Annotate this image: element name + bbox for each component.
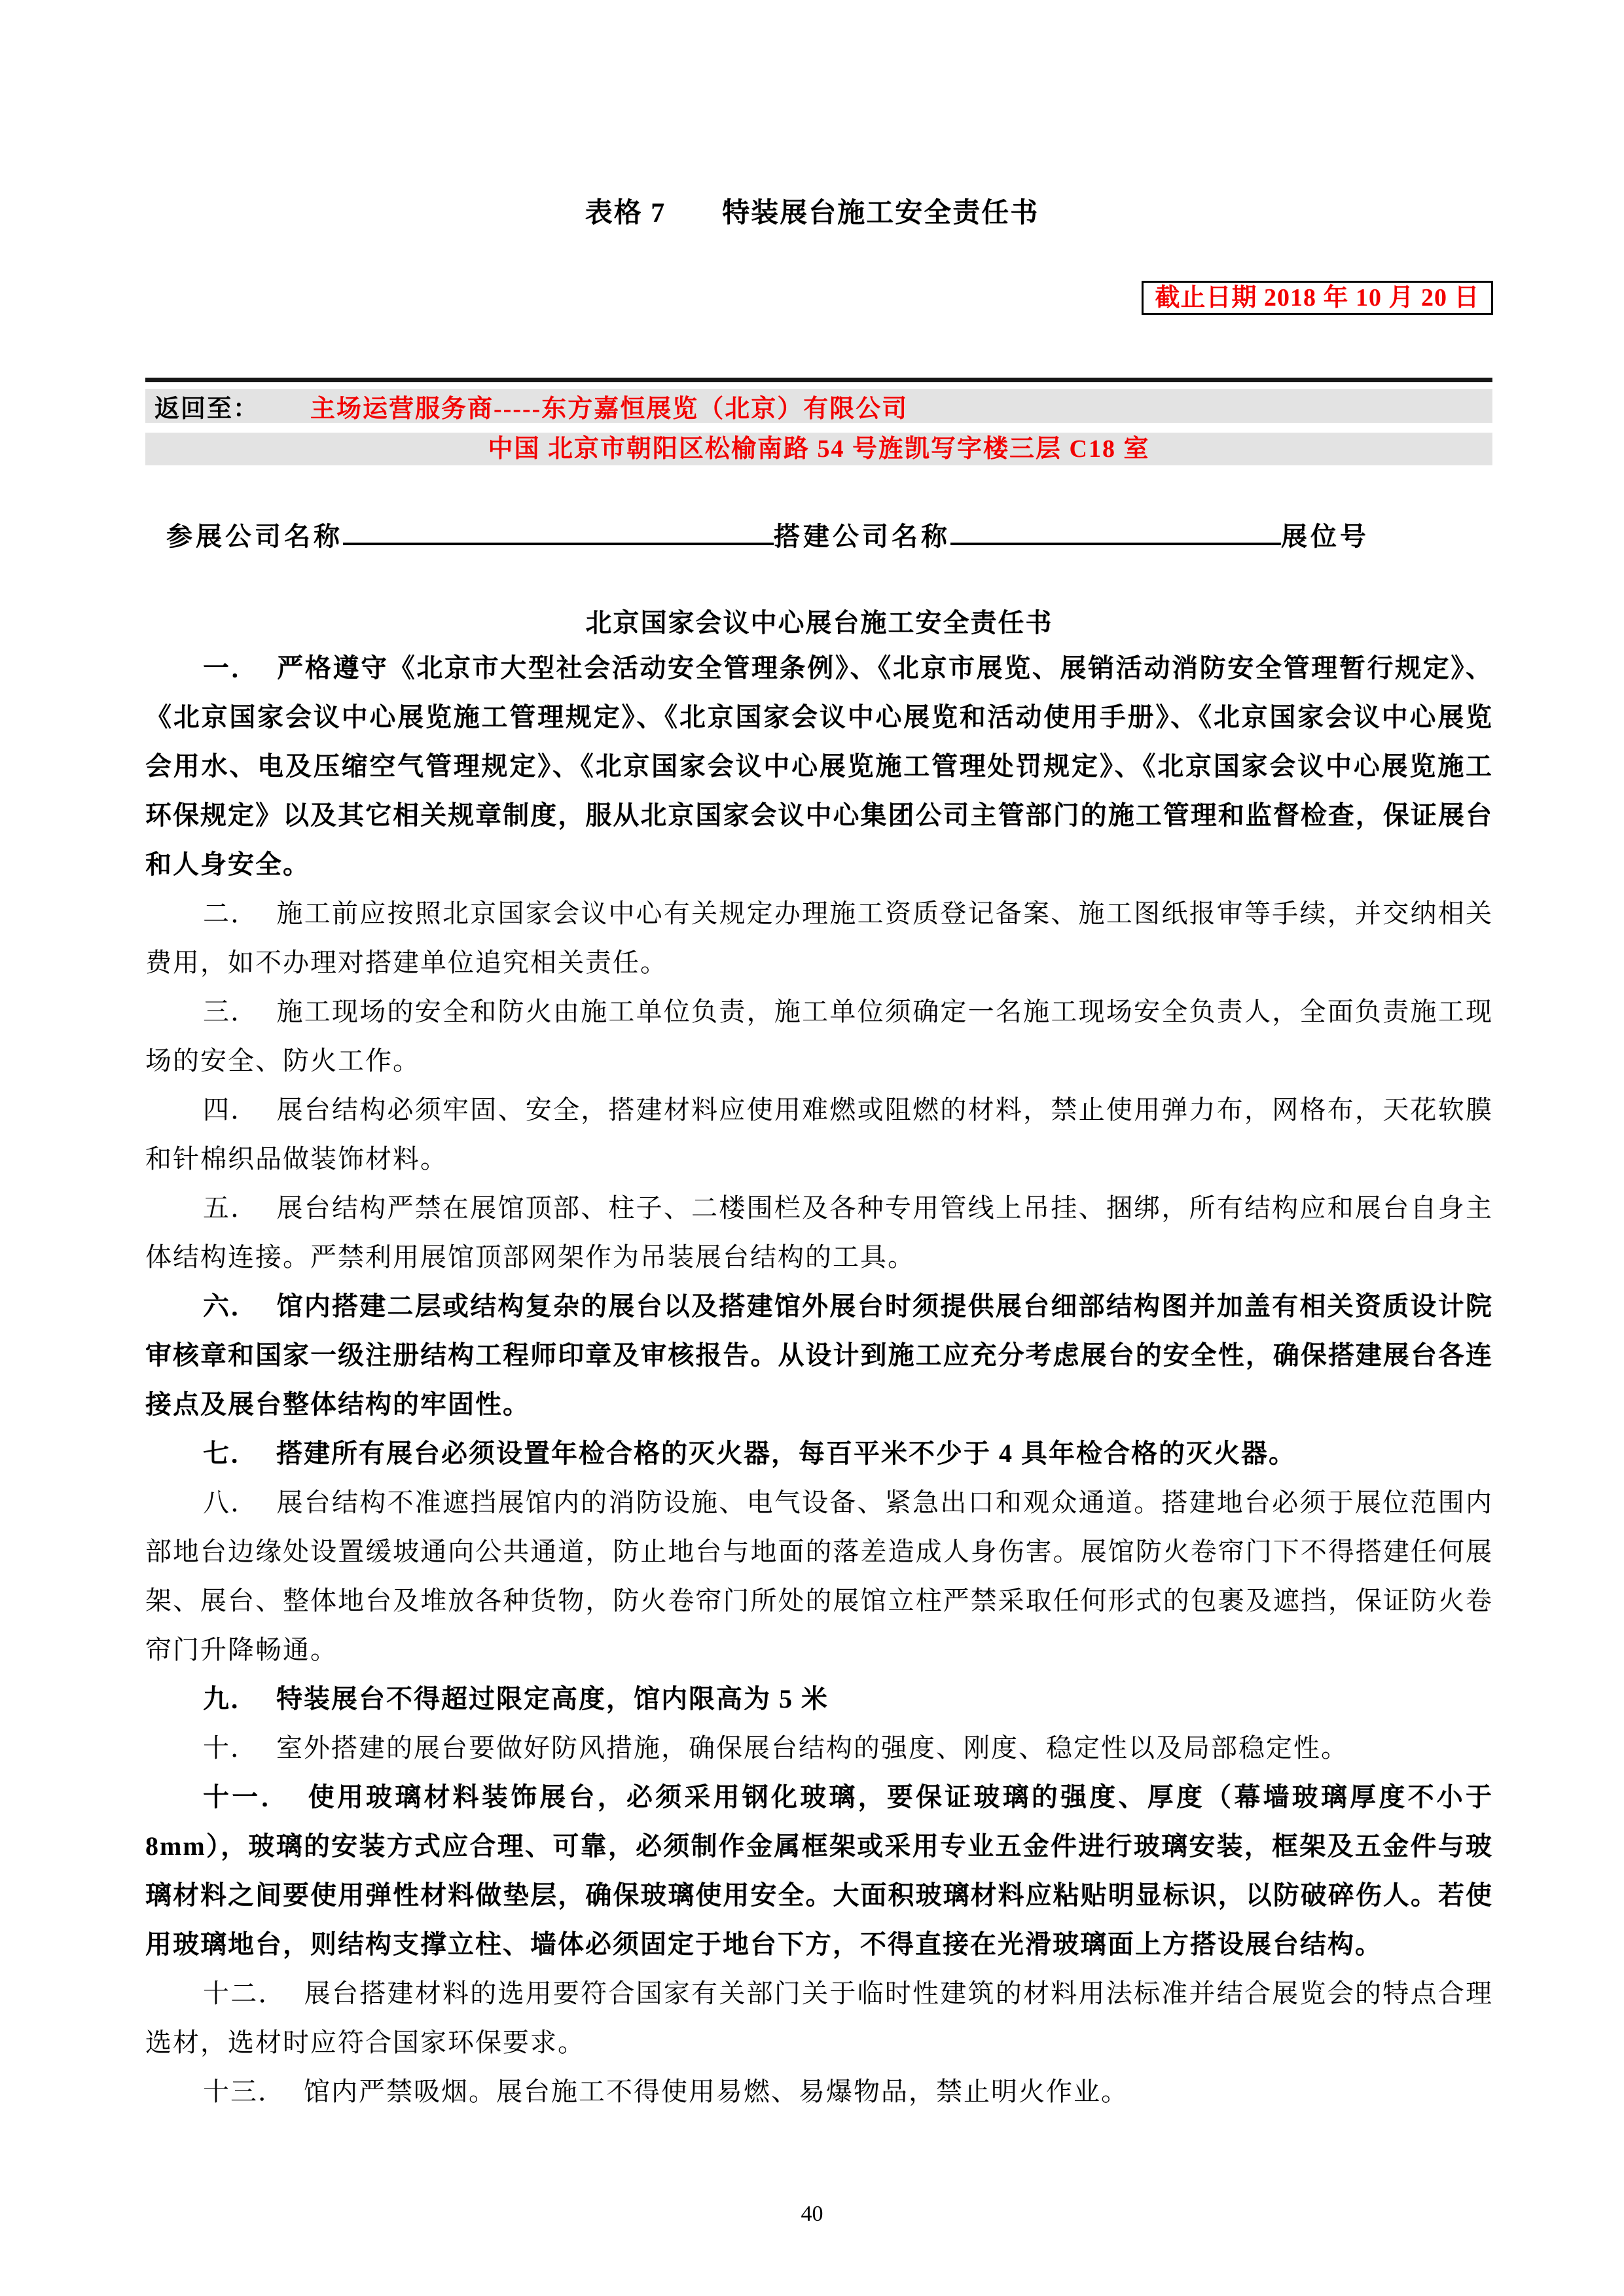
clause-paragraph [145, 643, 1493, 889]
clause-number: 八． [203, 1488, 259, 1517]
clause-number: 六． [203, 1291, 259, 1321]
deadline-text: 截止日期 2018 年 10 月 20 日 [1155, 284, 1480, 312]
clause-number: 五． [203, 1193, 259, 1223]
clause-text: 特装展台不得超过限定高度，馆内限高为 5 米 [276, 1684, 829, 1713]
clause-paragraph [145, 1772, 1493, 1969]
clause-paragraph [145, 1478, 1493, 1674]
return-to-value: 主场运营服务商-----东方嘉恒展览（北京）有限公司 [310, 395, 909, 423]
clause-number: 十三． [203, 2077, 285, 2106]
clause-paragraph [145, 1429, 1493, 1478]
clause-number: 一． [203, 653, 259, 683]
clause-text: 展台搭建材料的选用要符合国家有关部门关于临时性建筑的材料用法标准并结合展览会的特点合理选材，选材时应符合国家环保要求。 [145, 1979, 1493, 2057]
clauses [145, 643, 1493, 2116]
clause-number: 三． [203, 997, 259, 1026]
clause-paragraph [145, 1969, 1493, 2067]
return-to-row [145, 389, 1492, 423]
horizontal-divider [145, 378, 1492, 382]
clause-text: 馆内严禁吸烟。展台施工不得使用易燃、易爆物品，禁止明火作业。 [304, 2077, 1128, 2106]
clause-text: 展台结构不准遮挡展馆内的消防设施、电气设备、紧急出口和观众通道。搭建地台必须于展位范围内部地台边缘处设置缓坡通向公共通道，防止地台与地面的落差造成人身伤害。展馆防火卷帘门下不得搭建任何展架、展台、整体地台及堆放各种货物，防火卷帘门所处的展馆立柱严禁采取任何形式的包裹及遮挡，保证防火卷帘门升降畅通。 [145, 1488, 1494, 1664]
clause-number: 十二． [203, 1979, 286, 2008]
clause-paragraph [145, 987, 1493, 1085]
title-text: 特装展台施工安全责任书 [722, 198, 1039, 228]
deadline-box [1142, 281, 1493, 315]
clause-number: 七． [203, 1439, 258, 1468]
clause-text: 严格遵守《北京市大型社会活动安全管理条例》、《北京市展览、展销活动消防安全管理暂行规定》、《北京国家会议中心展览施工管理规定》、《北京国家会议中心展览和活动使用手册》、《北京国家会议中心展览会用水、电及压缩空气管理规定》、《北京国家会议中心展览施工管理处罚规定》、《北京国家会议中心展览施工环保规定》以及其它相关规章制度，服从北京国家会议中心集团公司主管部门的施工管理和监督检查，保证展台和人身安全。 [145, 653, 1494, 879]
clause-paragraph [145, 2067, 1493, 2116]
clause-text: 展台结构必须牢固、安全，搭建材料应使用难燃或阻燃的材料，禁止使用弹力布，网格布，天花软膜和针棉织品做装饰材料。 [145, 1095, 1494, 1174]
section-heading [145, 602, 1493, 639]
document-title [0, 191, 1624, 230]
clause-text: 搭建所有展台必须设置年检合格的灭火器，每百平米不少于 4 具年检合格的灭火器。 [276, 1439, 1296, 1468]
builder-name-blank[interactable] [950, 519, 1281, 545]
section-heading-text: 北京国家会议中心展台施工安全责任书 [585, 608, 1053, 637]
exhibitor-name-blank[interactable] [343, 519, 774, 545]
return-to-label: 返回至： [154, 395, 260, 423]
exhibitor-company-label: 参展公司名称 [166, 522, 343, 551]
booth-number-label: 展位号 [1281, 522, 1369, 551]
clause-number: 四． [203, 1095, 259, 1124]
clause-text: 施工前应按照北京国家会议中心有关规定办理施工资质登记备案、施工图纸报审等手续，并交纳相关费用，如不办理对搭建单位追究相关责任。 [145, 899, 1494, 977]
clause-text: 馆内搭建二层或结构复杂的展台以及搭建馆外展台时须提供展台细部结构图并加盖有相关资质设计院审核章和国家一级注册结构工程师印章及审核报告。从设计到施工应充分考虑展台的安全性，确保搭建展台各连接点及展台整体结构的牢固性。 [145, 1291, 1494, 1419]
address-text: 中国 北京市朝阳区松榆南路 54 号旌凯写字楼三层 C18 室 [488, 435, 1150, 463]
clause-paragraph [145, 1674, 1493, 1723]
page-number: 40 [801, 2202, 823, 2226]
clause-paragraph [145, 1723, 1493, 1772]
clause-number: 十一． [203, 1782, 290, 1812]
form-fields-line [145, 516, 1493, 553]
clause-paragraph [145, 1183, 1493, 1282]
clause-number: 九． [203, 1684, 258, 1713]
clause-paragraph [145, 1085, 1493, 1183]
clause-text: 展台结构严禁在展馆顶部、柱子、二楼围栏及各种专用管线上吊挂、捆绑，所有结构应和展台自身主体结构连接。严禁利用展馆顶部网架作为吊装展台结构的工具。 [145, 1193, 1494, 1272]
clause-text: 室外搭建的展台要做好防风措施，确保展台结构的强度、刚度、稳定性以及局部稳定性。 [276, 1733, 1348, 1763]
builder-company-label: 搭建公司名称 [774, 522, 950, 551]
clause-text: 使用玻璃材料装饰展台，必须采用钢化玻璃，要保证玻璃的强度、厚度（幕墙玻璃厚度不小于 8mm），玻璃的安装方式应合理、可靠，必须制作金属框架或采用专业五金件进行玻璃安装，框架及五金件与玻璃材料之间要使用弹性材料做垫层，确保玻璃使用安全。大面积玻璃材料应粘贴明显标识，以防破碎伤人。若使用玻璃地台，则结构支撑立柱、墙体必须固定于地台下方，不得直接在光滑玻璃面上方搭设展台结构。 [145, 1782, 1494, 1959]
clause-number: 二． [203, 899, 259, 928]
clause-text: 施工现场的安全和防火由施工单位负责，施工单位须确定一名施工现场安全负责人，全面负责施工现场的安全、防火工作。 [145, 997, 1494, 1075]
clause-paragraph [145, 889, 1493, 987]
clause-number: 十． [203, 1733, 258, 1763]
clause-paragraph [145, 1282, 1493, 1429]
form-number-label: 表格 7 [585, 198, 666, 228]
address-row [145, 433, 1492, 465]
